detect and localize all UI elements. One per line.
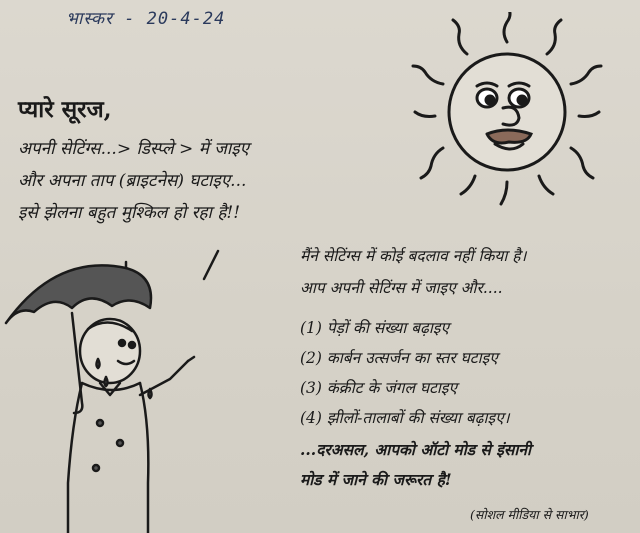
handwritten-date-note: भास्कर - 20-4-24: [66, 9, 226, 29]
request-line-3: इसे झेलना बहुत मुश्किल हो रहा है!!: [18, 203, 241, 223]
cartoon-salutation: प्यारे सूरज,: [18, 96, 112, 123]
request-line-2: और अपना ताप (ब्राइटनेस) घटाइए...: [18, 171, 247, 191]
source-credit: (सोशल मीडिया से साभार): [470, 507, 589, 522]
reply-intro-line-2: आप अपनी सेटिंग्स में जाइए और....: [300, 279, 503, 297]
reply-list-item: (2) कार्बन उत्सर्जन का स्तर घटाइए: [300, 349, 498, 367]
reply-conclusion-line-2: मोड में जाने की जरूरत है!: [300, 470, 452, 489]
request-line-1: अपनी सेटिंग्स...> डिस्प्ले > में जाइए: [18, 139, 250, 159]
reply-list-item: (4) झीलों-तालाबों की संख्या बढ़ाइए।: [300, 409, 510, 427]
reply-list-item: (1) पेड़ों की संख्या बढ़ाइए: [300, 319, 450, 337]
boy-with-umbrella-illustration: [0, 243, 240, 533]
reply-intro-line-1: मैंने सेटिंग्स में कोई बदलाव नहीं किया है।: [300, 247, 527, 265]
reply-list-item: (3) कंक्रीट के जंगल घटाइए: [300, 379, 458, 397]
reply-conclusion-line-1: ...दरअसल, आपको ऑटो मोड से इंसानी: [300, 440, 531, 459]
sun-illustration: [395, 12, 615, 212]
